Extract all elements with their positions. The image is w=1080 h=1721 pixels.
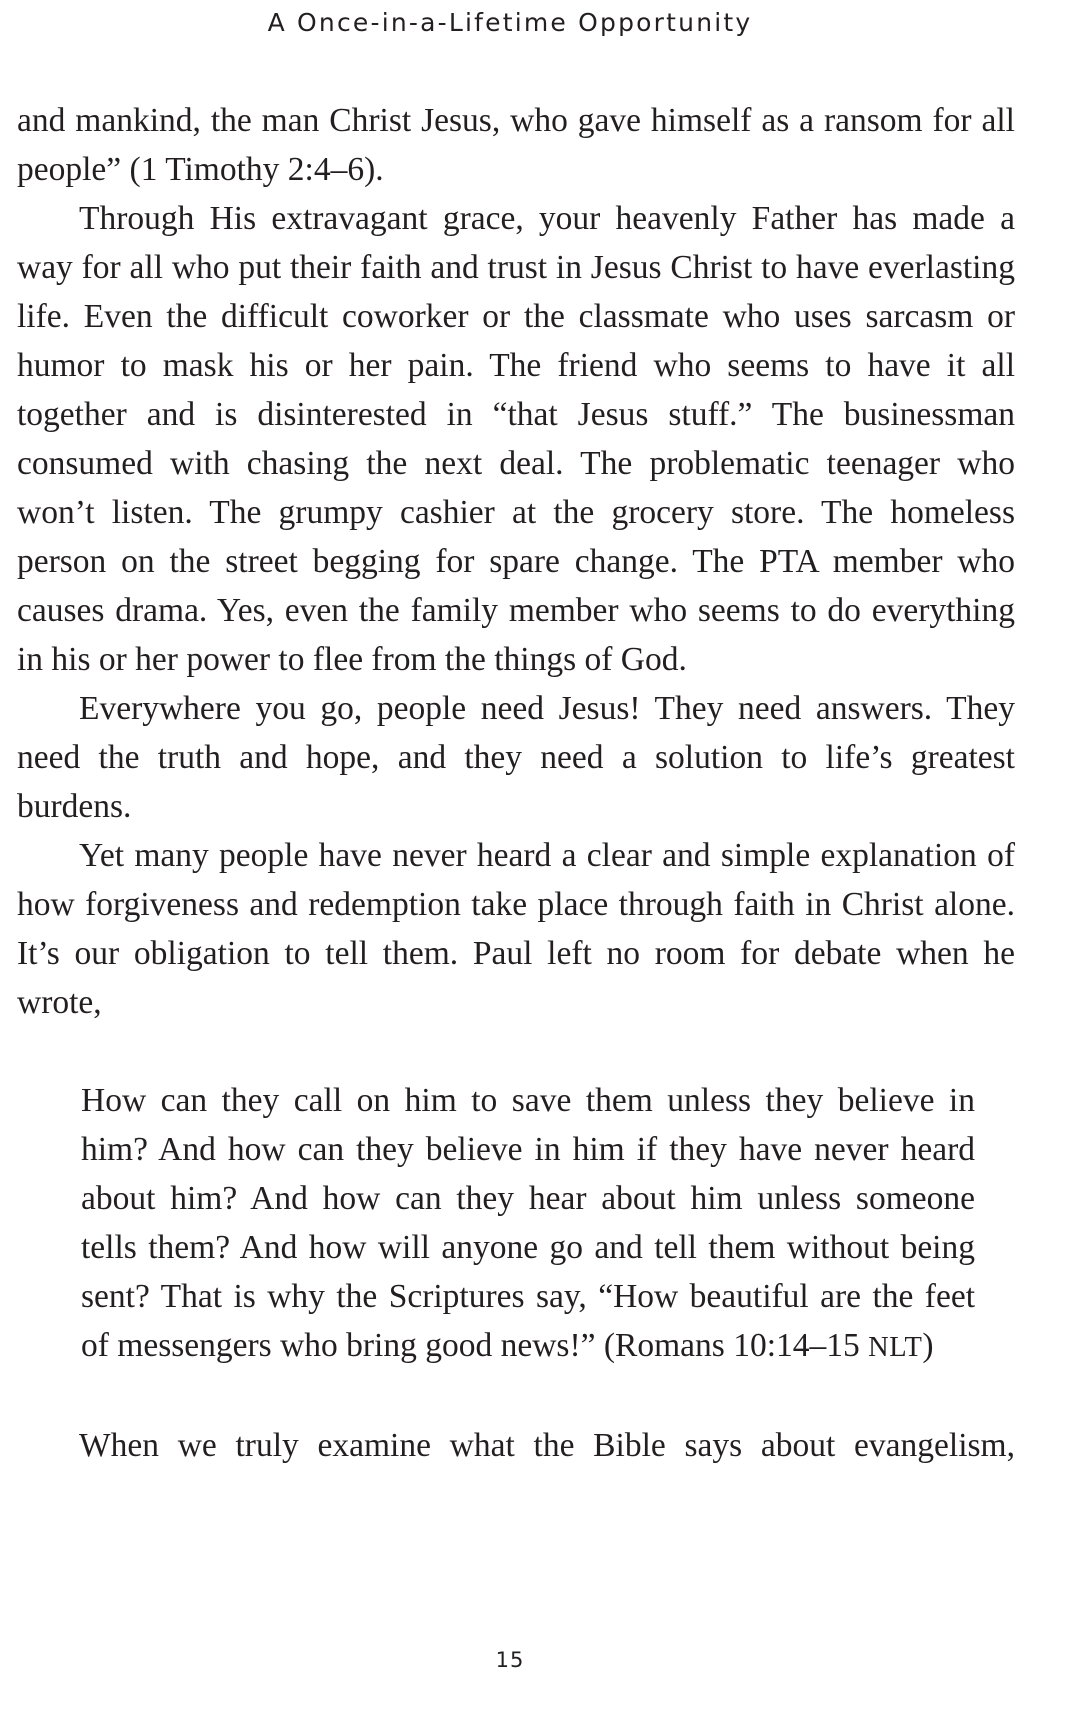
block-quote-text: How can they call on him to save them unless they believe in him? And how can they believe in him if they have never heard about him? And how can they hear about him unless someone tells them? And how will anyone go and tell them without being sent? That is why the Scriptures say, “How beautiful are the feet of messengers who bring good news!” (Romans 10:14–15 xyxy=(81,1082,975,1364)
body-text xyxy=(17,96,1015,1470)
block-quote xyxy=(81,1076,975,1372)
paragraph-3: Everywhere you go, people need Jesus! They need answers. They need the truth and hope, and they need a solution to life’s greatest burdens. xyxy=(17,690,1015,825)
bible-version-abbrev: NLT xyxy=(868,1332,923,1363)
block-quote-close: ) xyxy=(922,1327,934,1364)
paragraph-4: Yet many people have never heard a clear and simple explanation of how forgiveness and redemption take place through faith in Christ alone. It’s our obligation to tell them. Paul left no room for debate when he wrote, xyxy=(17,837,1015,1021)
running-head-title: A Once-in-a-Lifetime Opportunity xyxy=(267,8,753,37)
page-number: 15 xyxy=(495,1648,525,1672)
paragraph-2: Through His extravagant grace, your heavenly Father has made a way for all who put their faith and trust in Jesus Christ to have everlasting life. Even the difficult coworker or the classmate who uses sarcasm or humor to mask his or her pain. The friend who seems to have it all together and is disinterested in “that Jesus stuff.” The businessman consumed with chasing the next deal. The problematic teenager who won’t listen. The grumpy cashier at the grocery store. The homeless person on the street begging for spare change. The PTA member who causes drama. Yes, even the family member who seems to do everything in his or her power to flee from the things of God. xyxy=(17,200,1015,678)
paragraph-1: and mankind, the man Christ Jesus, who gave himself as a ransom for all people” (1 Timothy 2:4–6). xyxy=(17,102,1015,188)
paragraph-5: When we truly examine what the Bible says about evangelism, xyxy=(79,1427,1015,1464)
